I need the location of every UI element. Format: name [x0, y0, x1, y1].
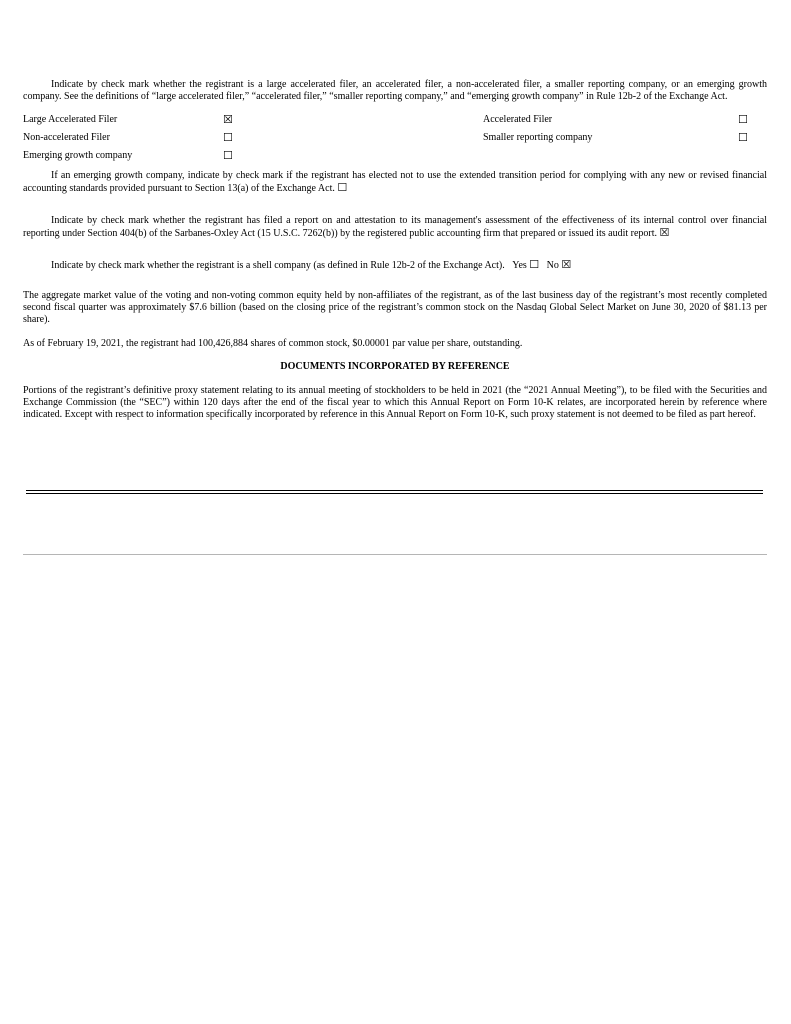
shell-company-text: Indicate by check mark whether the registrant is a shell company (as defined in Rule 12b-2 of the Exchange Act).	[51, 260, 505, 271]
filer-row-2	[23, 129, 767, 147]
shell-company-paragraph	[23, 259, 767, 272]
page-divider	[23, 554, 767, 555]
shell-yes-checkbox[interactable]: ☐	[529, 258, 540, 271]
attestation-text: Indicate by check mark whether the registrant has filed a report on and attestation to its management's assessment of the effectiveness of its internal control over financial reporting under Section 404(b) of the Sarbanes-Oxley Act (15 U.S.C. 7262(b)) by the registered public accounting firm that prepared or issued its audit report.	[23, 215, 767, 239]
double-divider	[26, 490, 763, 494]
filer-status-table	[23, 111, 767, 165]
smaller-reporting-company-checkbox[interactable]: ☐	[738, 130, 748, 144]
documents-paragraph: Portions of the registrant’s definitive proxy statement relating to its annual meeting of stockholders to be held in 2021 (the “2021 Annual Meeting”), to be filed with the Securities and Exchange Commission (the “SEC”) within 120 days after the end of the fiscal year to which this Annual Report on Form 10-K relates, are incorporated herein by reference where indicated. Except with respect to information specifically incorporated by reference in this Annual Report on Form 10-K, such proxy statement is not deemed to be filed as part hereof.	[23, 385, 767, 420]
non-accelerated-filer-label: Non-accelerated Filer	[23, 132, 110, 143]
shell-yes-label: Yes	[512, 260, 527, 271]
attestation-checkbox[interactable]: ☒	[659, 226, 670, 239]
non-accelerated-filer-checkbox[interactable]: ☐	[223, 130, 233, 144]
emerging-growth-company-checkbox[interactable]: ☐	[223, 148, 233, 162]
shell-no-label: No	[546, 260, 559, 271]
transition-period-text: If an emerging growth company, indicate by check mark if the registrant has elected not to use the extended transition period for complying with any new or revised financial accounting standards provided pursuant to Section 13(a) of the Exchange Act.	[23, 170, 767, 194]
documents-heading: DOCUMENTS INCORPORATED BY REFERENCE	[280, 361, 510, 372]
accelerated-filer-label: Accelerated Filer	[483, 114, 553, 125]
attestation-paragraph	[23, 215, 767, 240]
accelerated-filer-checkbox[interactable]: ☐	[738, 112, 748, 126]
transition-period-checkbox[interactable]: ☐	[337, 181, 348, 194]
large-accelerated-filer-label: Large Accelerated Filer	[23, 114, 118, 125]
transition-period-paragraph	[23, 170, 767, 195]
filer-row-1	[23, 111, 767, 129]
large-accelerated-filer-checkbox[interactable]: ☒	[223, 112, 233, 126]
emerging-growth-company-label: Emerging growth company	[23, 150, 133, 161]
shares-outstanding-paragraph: As of February 19, 2021, the registrant had 100,426,884 shares of common stock, $0.00001 par value per share, outstanding.	[23, 338, 523, 349]
intro-paragraph: Indicate by check mark whether the registrant is a large accelerated filer, an accelerated filer, a non-accelerated filer, a smaller reporting company, or an emerging growth company. See the definitions of “large accelerated filer,” “accelerated filer,” “smaller reporting company,” and “emerging growth company” in Rule 12b-2 of the Exchange Act.	[23, 79, 767, 102]
document-page	[23, 79, 767, 421]
market-value-paragraph: The aggregate market value of the voting and non-voting common equity held by non-affiliates of the registrant, as of the last business day of the registrant’s most recently completed second fiscal quarter was approximately $7.6 billion (based on the closing price of the registrant’s common stock on the Nasdaq Global Select Market on June 30, 2020 of $81.13 per share).	[23, 290, 767, 325]
shell-no-checkbox[interactable]: ☒	[561, 258, 572, 271]
smaller-reporting-company-label: Smaller reporting company	[483, 132, 593, 143]
filer-row-3	[23, 147, 767, 165]
